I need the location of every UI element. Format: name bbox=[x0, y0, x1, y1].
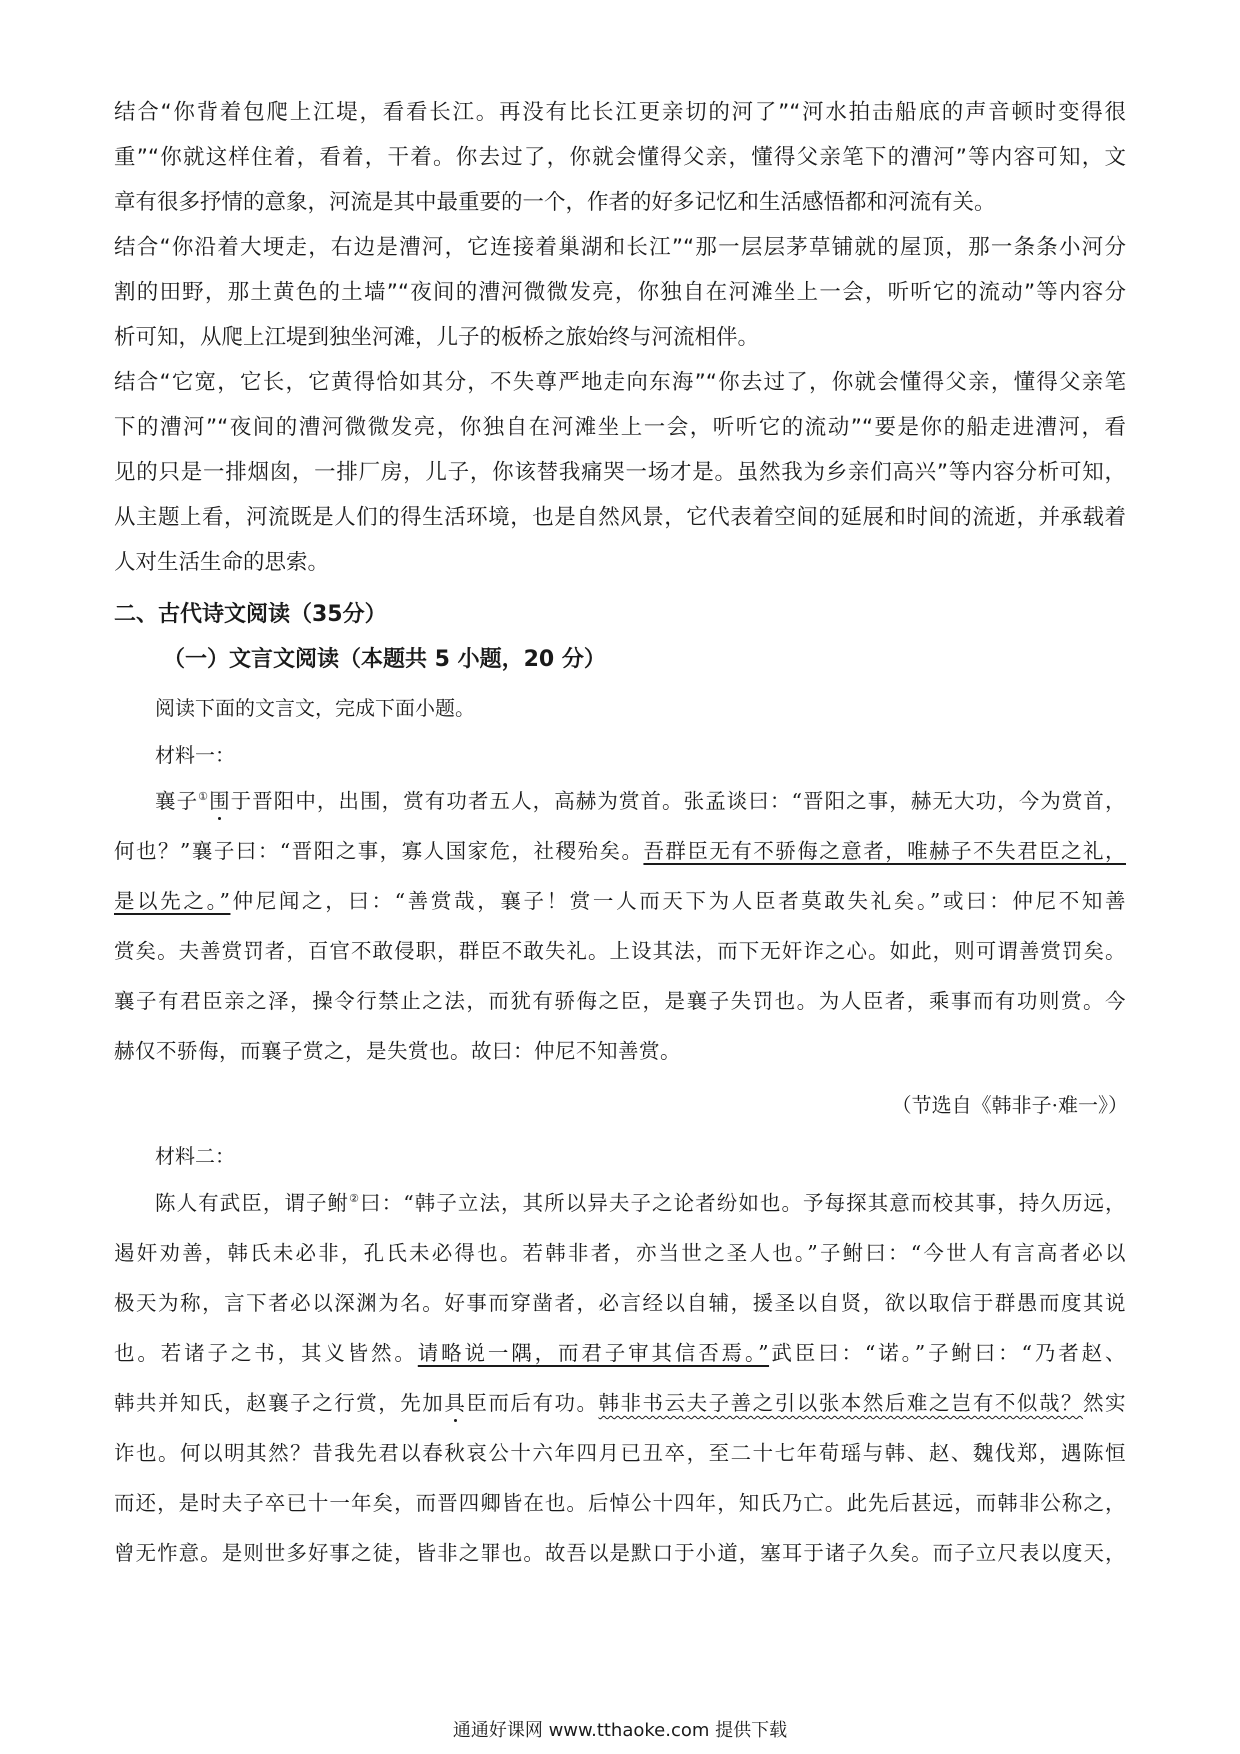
analysis-line: 析可知，从爬上江堤到独坐河滩，儿子的板桥之旅始终与河流相伴。 bbox=[114, 325, 760, 350]
page-footer: 通通好课网 www.tthaoke.com 提供下载 bbox=[452, 1720, 788, 1741]
instruction-text: 阅读下面的文言文，完成下面小题。 bbox=[155, 696, 475, 720]
analysis-line: 见的只是一排烟囱，一排厂房，儿子，你该替我痛哭一场才是。虽然我为乡亲们高兴”等内容分析可知， bbox=[114, 460, 1126, 485]
analysis-line: 结合“你沿着大埂走，右边是漕河，它连接着巢湖和长江”“那一层层茅草铺就的屋顶，那一条条小河分 bbox=[114, 235, 1126, 260]
source-citation: （节选自《韩非子·难一》） bbox=[891, 1093, 1128, 1117]
footnote-marker: ② bbox=[349, 1192, 361, 1206]
material-two-line: 诈也。何以明其然？昔我先君以春秋哀公十六年四月已丑卒，至二十七年荀瑶与韩、赵、魏伐郑，遇陈恒 bbox=[114, 1441, 1126, 1465]
material-two-label: 材料二： bbox=[155, 1144, 235, 1168]
material-one-line: 赫仅不骄侮，而襄子赏之，是失赏也。故曰：仲尼不知善赏。 bbox=[114, 1039, 681, 1063]
analysis-line: 从主题上看，河流既是人们的得生活环境，也是自然风景，它代表着空间的延展和时间的流逝，并承载着 bbox=[114, 505, 1126, 530]
material-two-line: 遏奸劝善，韩氏未必非，孔氏未必得也。若韩非者，亦当世之圣人也。”子鲋曰：“今世人有言高者必以 bbox=[114, 1241, 1126, 1265]
material-two-line: 曾无怍意。是则世多好事之徒，皆非之罪也。故吾以是默口于小道，塞耳于诸子久矣。而子立尺表以度天， bbox=[114, 1541, 1126, 1565]
material-one-line: 赏矣。夫善赏罚者，百官不敢侵职，群臣不敢失礼。上设其法，而下无奸诈之心。如此，则可谓善赏罚矣。 bbox=[114, 939, 1126, 963]
analysis-line: 章有很多抒情的意象，河流是其中最重要的一个，作者的好多记忆和生活感悟都和河流有关。 bbox=[114, 190, 996, 215]
material-two-line: 陈人有武臣，谓子鲋②曰：“韩子立法，其所以异夫子之论者纷如也。予每探其意而校其事，持久历远， bbox=[155, 1191, 1126, 1215]
emphasis-dot-char: 围 bbox=[209, 789, 231, 813]
footnote-marker: ① bbox=[198, 790, 210, 804]
subsection-title: （一）文言文阅读（本题共 5 小题，20 分） bbox=[163, 647, 606, 672]
analysis-line: 下的漕河”“夜间的漕河微微发亮，你独自在河滩坐上一会，听听它的流动”“要是你的船走进漕河，看 bbox=[114, 415, 1126, 440]
underlined-sentence: 请略说一隅，而君子审其信否焉。” bbox=[417, 1341, 770, 1365]
material-one-line: 襄子有君臣亲之泽，操令行禁止之法，而犹有骄侮之臣，是襄子失罚也。为人臣者，乘事而有功则赏。今 bbox=[114, 989, 1126, 1013]
material-two-line: 而还，是时夫子卒已十一年矣，而晋四卿皆在也。后悼公十四年，知氏乃亡。此先后甚远，而韩非公称之， bbox=[114, 1491, 1126, 1515]
material-one-label: 材料一： bbox=[155, 743, 235, 767]
underlined-sentence: 是以先之。” bbox=[114, 889, 231, 913]
wavy-underlined-sentence: 韩非书云夫子善之引以张本然后难之岂有不似哉？ bbox=[598, 1391, 1084, 1415]
analysis-line: 结合“它宽，它长，它黄得恰如其分，不失尊严地走向东海”“你去过了，你就会懂得父亲，懂得父亲笔 bbox=[114, 370, 1126, 395]
material-two-line: 极天为称，言下者必以深渊为名。好事而穿凿者，必言经以自辅，援圣以自贤，欲以取信于群愚而度其说 bbox=[114, 1291, 1126, 1315]
material-one-line: 何也？”襄子曰：“晋阳之事，寡人国家危，社稷殆矣。吾群臣无有不骄侮之意者，唯赫子不失君臣之礼， bbox=[114, 839, 1126, 863]
analysis-line: 割的田野，那土黄色的土墙”“夜间的漕河微微发亮，你独自在河滩坐上一会，听听它的流动”等内容分 bbox=[114, 280, 1126, 305]
section-title: 二、古代诗文阅读（35分） bbox=[114, 602, 387, 627]
emphasis-dot-char: 具 bbox=[444, 1391, 467, 1415]
analysis-line: 结合“你背着包爬上江堤，看看长江。再没有比长江更亲切的河了”“河水拍击船底的声音顿时变得很 bbox=[114, 100, 1126, 125]
analysis-line: 重”“你就这样住着，看着，干着。你去过了，你就会懂得父亲，懂得父亲笔下的漕河”等内容可知，文 bbox=[114, 145, 1126, 170]
material-two-line: 也。若诸子之书，其义皆然。请略说一隅，而君子审其信否焉。”武臣曰：“诺。”子鲋曰：“乃者赵、 bbox=[114, 1341, 1126, 1365]
underlined-sentence: 吾群臣无有不骄侮之意者，唯赫子不失君臣之礼， bbox=[643, 839, 1126, 863]
material-two-line: 韩共并知氏，赵襄子之行赏，先加具臣而后有功。韩非书云夫子善之引以张本然后难之岂有不似哉？然实 bbox=[114, 1391, 1127, 1415]
material-one-line: 襄子①围于晋阳中，出围，赏有功者五人，高赫为赏首。张孟谈曰：“晋阳之事，赫无大功，今为赏首， bbox=[155, 789, 1126, 813]
analysis-line: 人对生活生命的思索。 bbox=[114, 550, 330, 575]
material-one-line: 是以先之。”仲尼闻之，曰：“善赏哉，襄子！赏一人而天下为人臣者莫敢失礼矣。”或曰：仲尼不知善 bbox=[114, 889, 1126, 913]
